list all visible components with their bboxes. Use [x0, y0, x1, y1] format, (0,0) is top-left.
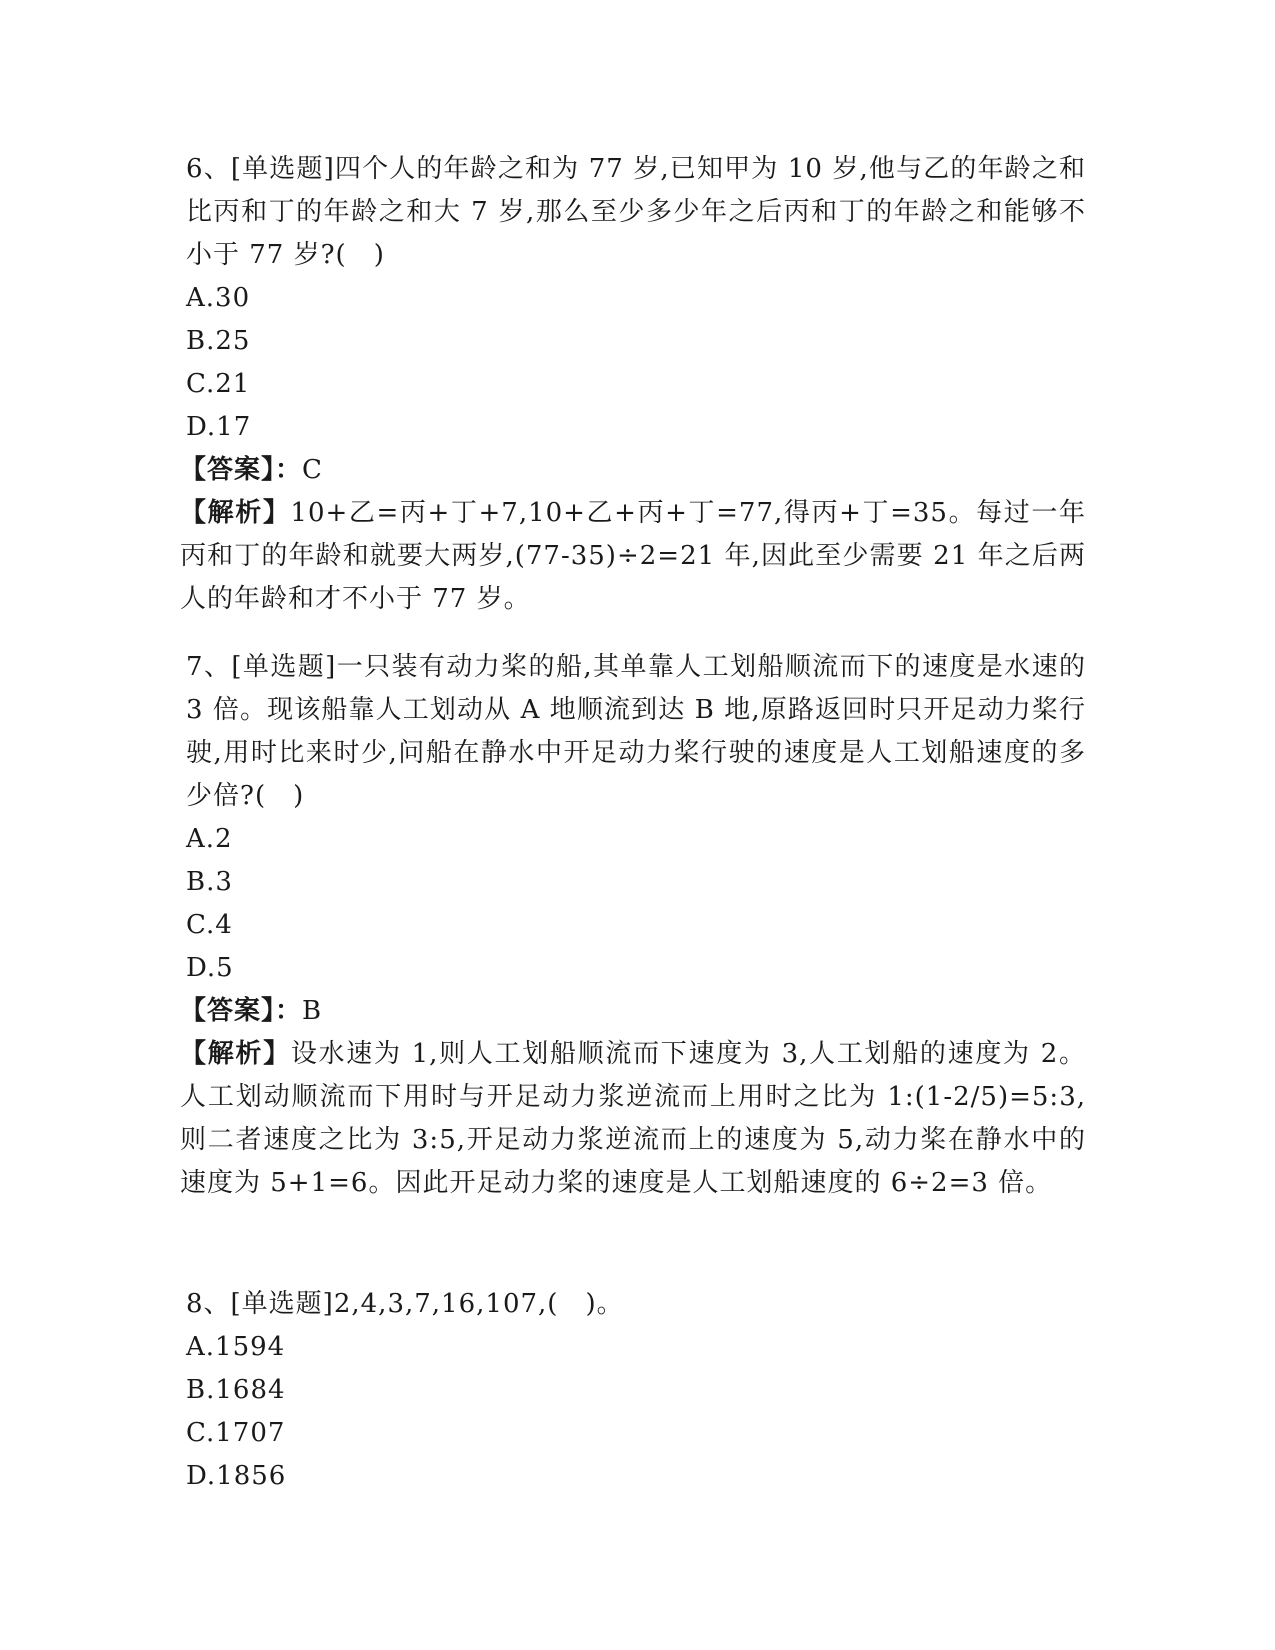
option-d: D.17 — [186, 412, 252, 442]
option-d: D.5 — [186, 953, 234, 983]
answer-line — [180, 449, 1086, 492]
option-c: C.21 — [186, 369, 251, 399]
question-6 — [180, 148, 1086, 621]
option-a: A.2 — [186, 824, 233, 854]
question-stem: 8、[单选题]2,4,3,7,16,107,( )。 — [186, 1289, 624, 1319]
option-a: A.30 — [186, 283, 251, 313]
option-b: B.3 — [186, 867, 233, 897]
answer-tag: 【答案】： — [180, 455, 303, 485]
analysis-line — [180, 492, 1086, 621]
analysis-text: 10+乙=丙+丁+7,10+乙+丙+丁=77,得丙+丁=35。每过一年丙和丁的年龄和就要大两岁,(77-35)÷2=21 年,因此至少需要 21 年之后两人的年龄和才不小于 77 岁。 — [180, 498, 1086, 614]
answer-tag: 【答案】： — [180, 996, 303, 1026]
answer-value: B — [302, 996, 323, 1026]
question-8 — [186, 1283, 1086, 1498]
option-b: B.25 — [186, 326, 251, 356]
option-a: A.1594 — [186, 1332, 286, 1362]
analysis-tag: 【解析】 — [180, 498, 291, 528]
analysis-tag: 【解析】 — [180, 1039, 291, 1069]
answer-value: C — [302, 455, 323, 485]
option-d: D.1856 — [186, 1461, 287, 1491]
option-b: B.1684 — [186, 1375, 286, 1405]
question-stem: 7、[单选题]一只装有动力桨的船,其单靠人工划船顺流而下的速度是水速的 3 倍。现该船靠人工划动从 A 地顺流到达 B 地,原路返回时只开足动力桨行驶,用时比来时少,问船在静水中开足动力桨行驶的速度是人工划船速度的多少倍?( ) — [186, 652, 1086, 811]
question-7 — [180, 646, 1086, 1205]
analysis-line — [180, 1033, 1086, 1205]
option-c: C.4 — [186, 910, 233, 940]
question-stem: 6、[单选题]四个人的年龄之和为 77 岁,已知甲为 10 岁,他与乙的年龄之和比丙和丁的年龄之和大 7 岁,那么至少多少年之后丙和丁的年龄之和能够不小于 77 岁?( ) — [186, 154, 1086, 270]
option-c: C.1707 — [186, 1418, 286, 1448]
analysis-text: 设水速为 1,则人工划船顺流而下速度为 3,人工划船的速度为 2。人工划动顺流而下用时与开足动力浆逆流而上用时之比为 1:(1-2/5)=5:3,则二者速度之比为 3:5,开足动力浆逆流而上的速度为 5,动力桨在静水中的速度为 5+1=6。因此开足动力桨的速度是人工划船速度的 6÷2=3 倍。 — [180, 1039, 1086, 1198]
answer-line — [180, 990, 1086, 1033]
